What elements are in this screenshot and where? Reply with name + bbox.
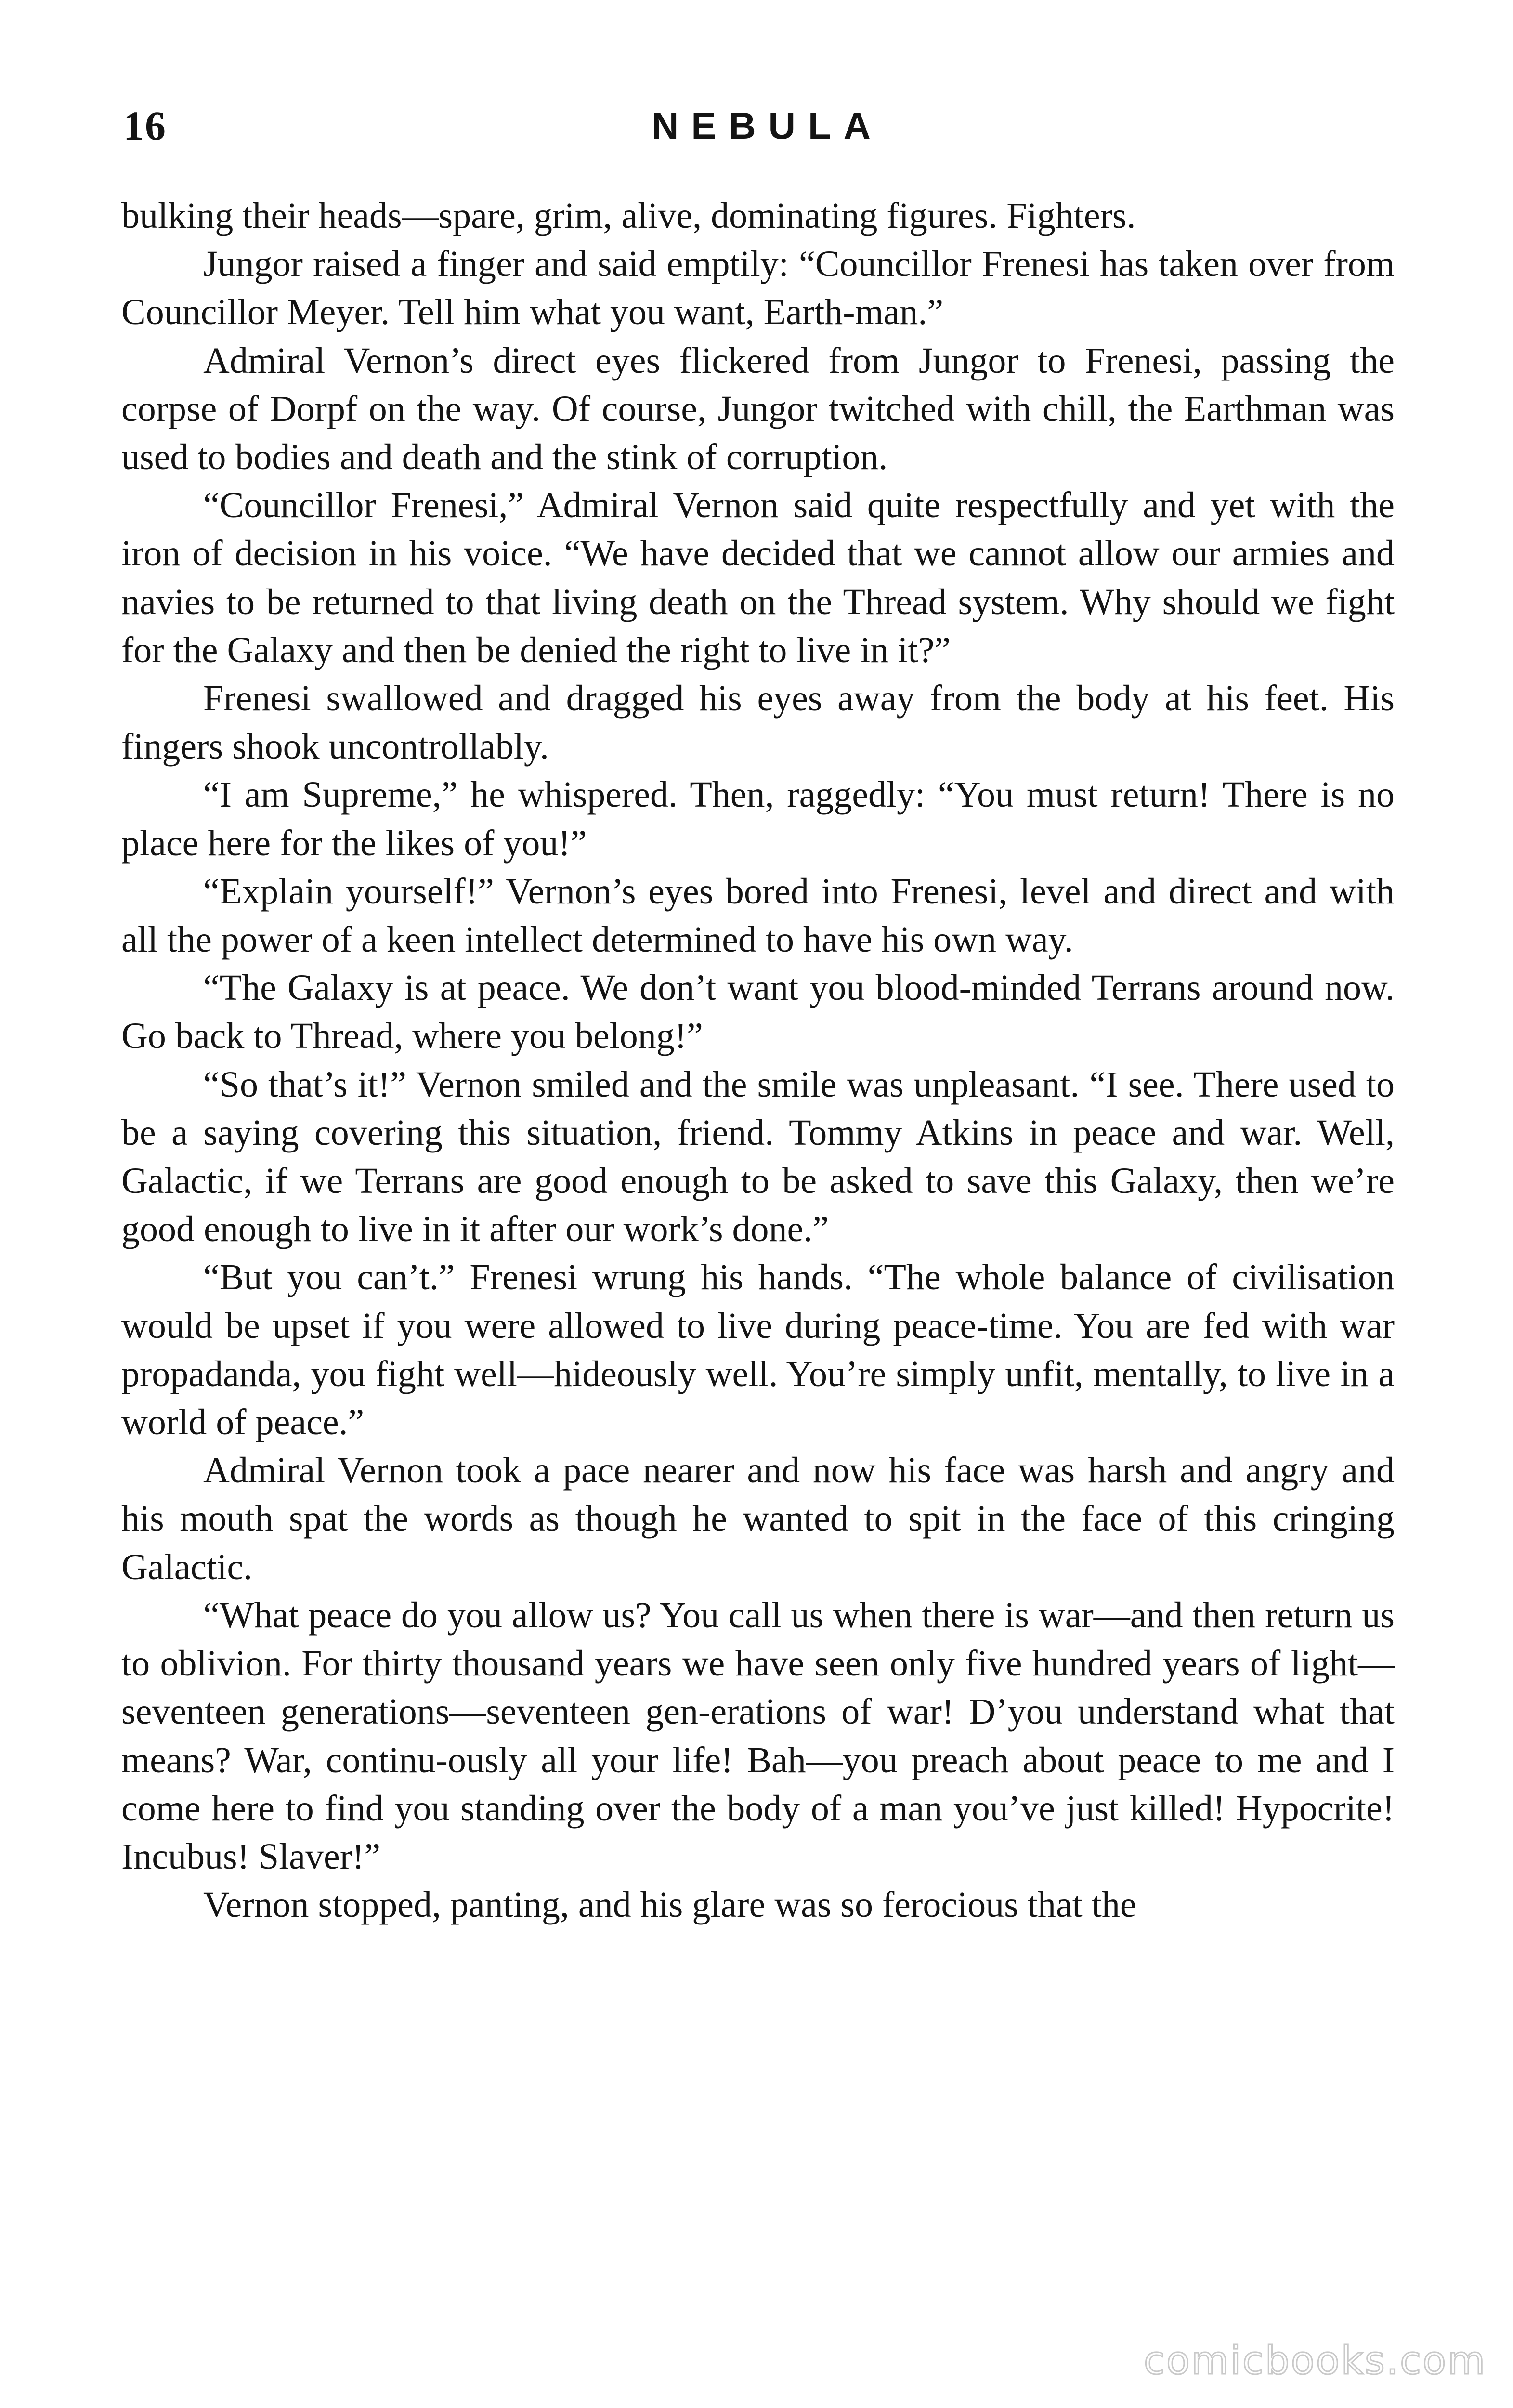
watermark: comicbooks.com — [1143, 2338, 1487, 2383]
paragraph-13: Vernon stopped, panting, and his glare was so ferocious that the — [203, 1885, 1136, 1925]
paragraph-2: Jungor raised a finger and said emptily: “Councillor Frenesi has taken over from Councillor Meyer. Tell him what you want, Earth-man.” — [121, 244, 1395, 333]
page-number: 16 — [123, 103, 167, 149]
paragraph-3: Admiral Vernon’s direct eyes flickered from Jungor to Frenesi, passing the corpse of Dorpf on the way. Of course, Jungor twitched with chill, the Earthman was used to bodies and death and the stink of corruption. — [121, 340, 1395, 478]
paragraph-10: “But you can’t.” Frenesi wrung his hands. “The whole balance of civilisation would be upset if you were allowed to live during peace-time. You are fed with war propadanda, you fight well—hideously well. You’re simply unfit, mentally, to live in a world of peace.” — [121, 1257, 1395, 1443]
paragraph-6: “I am Supreme,” he whispered. Then, raggedly: “You must return! There is no place here for the likes of you!” — [121, 774, 1395, 864]
page-header — [123, 99, 1399, 152]
running-title: NEBULA — [652, 104, 883, 147]
paragraph-9: “So that’s it!” Vernon smiled and the smile was unpleasant. “I see. There used to be a saying covering this situation, friend. Tommy Atkins in peace and war. Well, Galactic, if we Terrans are good enough to be asked to save this Galaxy, then we’re good enough to live in it after our work’s done.” — [121, 1064, 1395, 1250]
paragraph-12: “What peace do you allow us? You call us when there is war—and then return us to oblivion. For thirty thousand years we have seen only five hundred years of light—seventeen generations—seventeen gen-erations of war! D’you understand what that means? War, continu-ously all your life! Bah—you preach about peace to me and I come here to find you standing over the body of a man you’ve just killed! Hypocrite! Incubus! Slaver!” — [121, 1595, 1395, 1877]
paragraph-4: “Councillor Frenesi,” Admiral Vernon said quite respectfully and yet with the iron of decision in his voice. “We have decided that we cannot allow our armies and navies to be returned to that living death on the Thread system. Why should we fight for the Galaxy and then be denied the right to live in it?” — [121, 485, 1395, 670]
paragraph-11: Admiral Vernon took a pace nearer and now his face was harsh and angry and his mouth spat the words as though he wanted to spit in the face of this cringing Galactic. — [121, 1450, 1395, 1587]
paragraph-1: bulking their heads—spare, grim, alive, dominating figures. Fighters. — [121, 196, 1136, 236]
paragraph-7: “Explain yourself!” Vernon’s eyes bored into Frenesi, level and direct and with all the power of a keen intellect determined to have his own way. — [121, 871, 1395, 960]
paragraph-5: Frenesi swallowed and dragged his eyes away from the body at his feet. His fingers shook uncontrollably. — [121, 678, 1395, 767]
paragraph-8: “The Galaxy is at peace. We don’t want you blood-minded Terrans around now. Go back to Thread, where you belong!” — [121, 968, 1395, 1057]
body-text — [121, 192, 1395, 1929]
